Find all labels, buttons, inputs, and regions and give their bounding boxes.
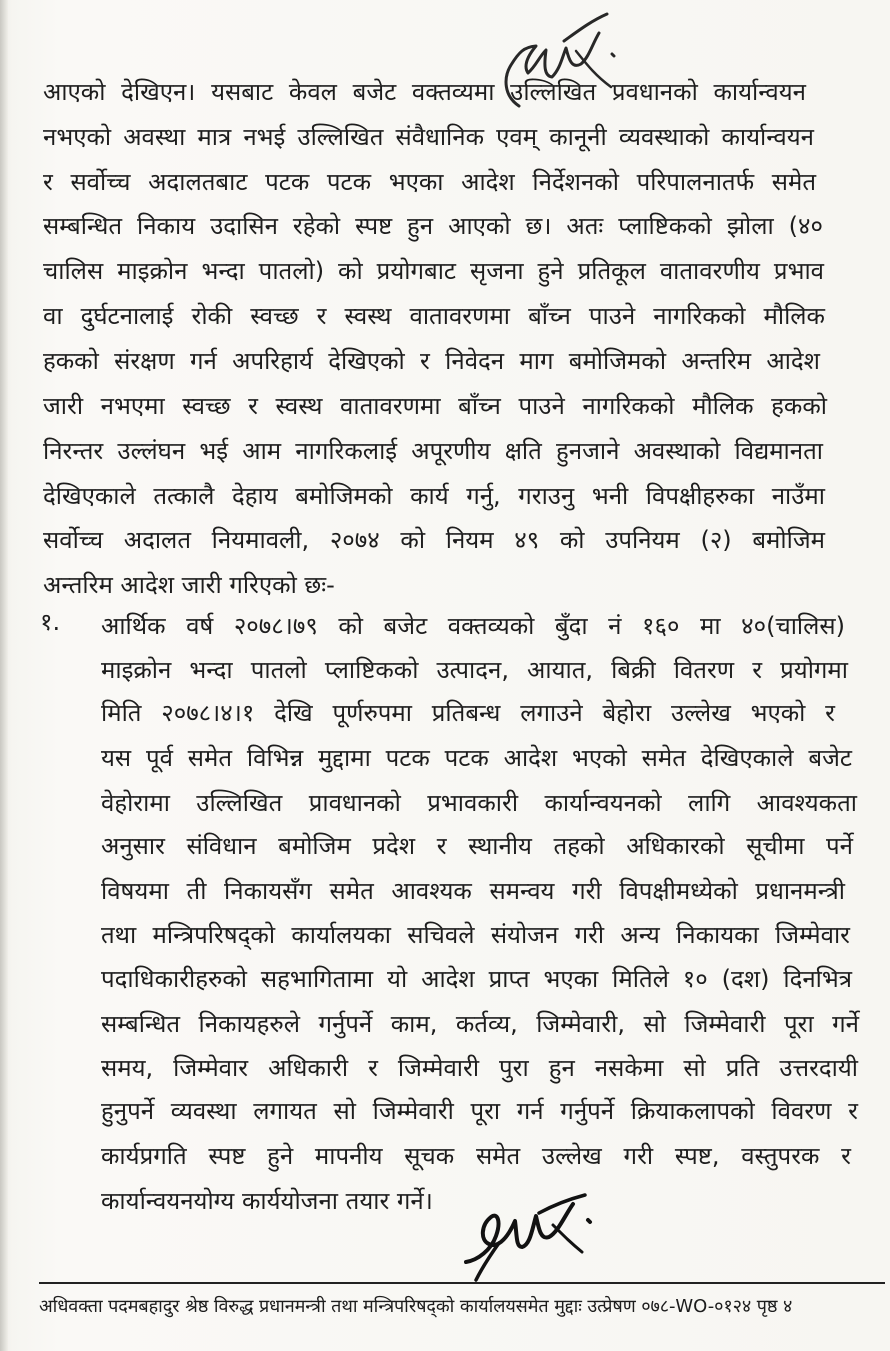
list-item-line: कार्यान्वयनयोग्य कार्ययोजना तयार गर्ने।: [101, 1187, 433, 1215]
list-item-line: सम्बन्धित निकायहरुले गर्नुपर्ने काम, कर्तव्य, जिम्मेवारी, सो जिम्मेवारी पूरा गर्ने: [101, 1010, 859, 1038]
footer-divider: [39, 1282, 885, 1284]
paragraph-line: निरन्तर उल्लंघन भई आम नागरिकलाई अपूरणीय क्षति हुनजाने अवस्थाको विद्यमानता: [43, 437, 823, 465]
paragraph-line: जारी नभएमा स्वच्छ र स्वस्थ वातावरणमा बाँच्न पाउने नागरिकको मौलिक हकको: [43, 392, 827, 420]
list-item-line: यस पूर्व समेत विभिन्न मुद्दामा पटक पटक आदेश भएको समेत देखिएकाले बजेट: [101, 744, 852, 772]
list-item-line: वेहोरामा उल्लिखित प्रावधानको प्रभावकारी कार्यान्वयनको लागि आवश्यकता: [101, 789, 857, 817]
list-item-line: हुनुपर्ने व्यवस्था लगायत सो जिम्मेवारी पूरा गर्न गर्नुपर्ने क्रियाकलापको विवरण र: [101, 1097, 858, 1125]
list-item-line: कार्यप्रगति स्पष्ट हुने मापनीय सूचक समेत उल्लेख गरी स्पष्ट, वस्तुपरक र: [101, 1142, 851, 1170]
handwritten-signature-bottom: [448, 1182, 603, 1287]
list-item-line: मिति २०७८।४।१ देखि पूर्णरुपमा प्रतिबन्ध लगाउने बेहोरा उल्लेख भएको र: [101, 699, 835, 727]
list-item-line: आर्थिक वर्ष २०७८।७९ को बजेट वक्तव्यको बुँदा नं १६० मा ४०(चालिस): [101, 612, 845, 640]
page-edge-shadow: [0, 0, 8, 1351]
list-item-line: तथा मन्त्रिपरिषद्को कार्यालयका सचिवले संयोजन गरी अन्य निकायका जिम्मेवार: [101, 921, 850, 949]
paragraph-line: अन्तरिम आदेश जारी गरिएको छः-: [43, 571, 335, 599]
paragraph-line: सम्बन्धित निकाय उदासिन रहेको स्पष्ट हुन आएको छ। अतः प्लाष्टिकको झोला (४०: [43, 212, 823, 240]
paragraph-line: देखिएकाले तत्कालै देहाय बमोजिमको कार्य गर्नु, गराउनु भनी विपक्षीहरुका नाउँमा: [43, 482, 825, 510]
paragraph-line: हकको संरक्षण गर्न अपरिहार्य देखिएको र निवेदन माग बमोजिमको अन्तरिम आदेश: [43, 347, 820, 375]
paragraph-line: आएको देखिएन। यसबाट केवल बजेट वक्तव्यमा उल्लिखित प्रवधानको कार्यान्वयन: [43, 78, 806, 106]
paragraph-line: र सर्वोच्च अदालतबाट पटक पटक भएका आदेश निर्देशनको परिपालनातर्फ समेत: [43, 168, 816, 196]
list-item-line: समय, जिम्मेवार अधिकारी र जिम्मेवारी पुरा हुन नसकेमा सो प्रति उत्तरदायी: [101, 1054, 858, 1082]
list-item-number: १.: [40, 608, 61, 636]
list-item-line: विषयमा ती निकायसँग समेत आवश्यक समन्वय गरी विपक्षीमध्येको प्रधानमन्त्री: [101, 877, 845, 905]
list-item-line: अनुसार संविधान बमोजिम प्रदेश र स्थानीय तहको अधिकारको सूचीमा पर्ने: [101, 832, 853, 860]
list-item-line: माइक्रोन भन्दा पातलो प्लाष्टिकको उत्पादन, आयात, बिक्री वितरण र प्रयोगमा: [101, 656, 848, 684]
list-item-line: पदाधिकारीहरुको सहभागितामा यो आदेश प्राप्त भएका मितिले १० (दश) दिनभित्र: [101, 965, 852, 993]
paragraph-line: सर्वोच्च अदालत नियमावली, २०७४ को नियम ४९ को उपनियम (२) बमोजिम: [43, 526, 825, 554]
paragraph-line: वा दुर्घटनालाई रोकी स्वच्छ र स्वस्थ वातावरणमा बाँच्न पाउने नागरिकको मौलिक: [43, 302, 825, 330]
page-footer: अधिवक्ता पदमबहादुर श्रेष्ठ विरुद्ध प्रधानमन्त्री तथा मन्त्रिपरिषद्को कार्यालयसमेत मुद्दाः उत्प्रेषण ०७८-WO-०१२४ पृष्ठ ४: [39, 1296, 793, 1317]
paragraph-line: नभएको अवस्था मात्र नभई उल्लिखित संवैधानिक एवम् कानूनी व्यवस्थाको कार्यान्वयन: [43, 123, 814, 151]
paragraph-line: चालिस माइक्रोन भन्दा पातलो) को प्रयोगबाट सृजना हुने प्रतिकूल वातावरणीय प्रभाव: [43, 257, 824, 285]
